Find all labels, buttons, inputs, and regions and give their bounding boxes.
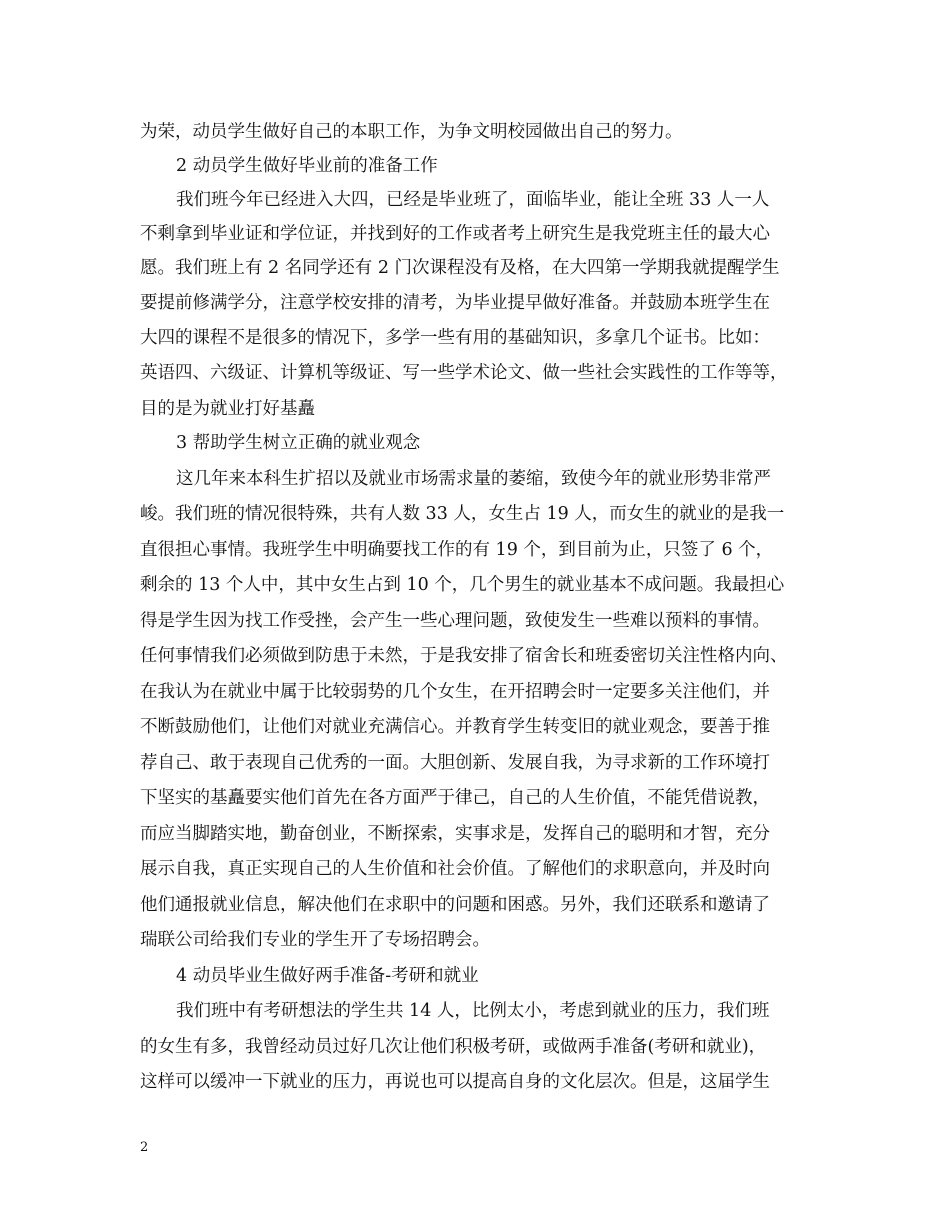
section-heading: 3 帮助学生树立正确的就业观念 [176, 433, 421, 453]
paragraph-line: 得是学生因为找工作受挫，会产生一些心理问题，致使发生一些难以预料的事情。 [140, 611, 770, 631]
paragraph-line: 任何事情我们必须做到防患于未然，于是我安排了宿舍长和班委密切关注性格内向、 [140, 646, 788, 666]
paragraph-line: 目的是为就业打好基矗 [140, 399, 315, 419]
paragraph-line: 在我认为在就业中属于比较弱势的几个女生，在开招聘会时一定要多关注他们，并 [140, 682, 770, 702]
paragraph-line: 下坚实的基矗要实他们首先在各方面严于律己，自己的人生价值，不能凭借说教， [140, 788, 770, 808]
paragraph-line: 的女生有多，我曾经动员过好几次让他们积极考研，或做两手准备(考研和就业)， [140, 1037, 767, 1057]
paragraph-line: 展示自我，真正实现自己的人生价值和社会价值。了解他们的求职意向，并及时向 [140, 859, 770, 879]
paragraph-line: 不剩拿到毕业证和学位证，并找到好的工作或者考上研究生是我党班主任的最大心 [140, 224, 770, 244]
paragraph-line: 直很担心事情。我班学生中明确要找工作的有 19 个，到目前为止，只签了 6 个， [140, 540, 774, 560]
paragraph-line: 峻。我们班的情况很特殊，共有人数 33 人，女生占 19 人，而女生的就业的是我一 [140, 504, 785, 524]
paragraph-line: 不断鼓励他们，让他们对就业充满信心。并教育学生转变旧的就业观念，要善于推 [140, 717, 770, 737]
paragraph-line: 我们班今年已经进入大四，已经是毕业班了，面临毕业，能让全班 33 人一人 [176, 190, 770, 210]
paragraph-line: 大四的课程不是很多的情况下，多学一些有用的基础知识，多拿几个证书。比如： [140, 328, 770, 348]
paragraph-line: 而应当脚踏实地，勤奋创业，不断探索，实事求是，发挥自己的聪明和才智，充分 [140, 824, 770, 844]
section-heading: 2 动员学生做好毕业前的准备工作 [176, 156, 438, 176]
paragraph-line: 荐自己、敢于表现自己优秀的一面。大胆创新、发展自我，为寻求新的工作环境打 [140, 753, 770, 773]
section-heading: 4 动员毕业生做好两手准备-考研和就业 [176, 966, 479, 986]
paragraph-line: 为荣，动员学生做好自己的本职工作，为争文明校园做出自己的努力。 [140, 122, 683, 142]
paragraph-line: 英语四、六级证、计算机等级证、写一些学术论文、做一些社会实践性的工作等等， [140, 363, 788, 383]
paragraph-line: 他们通报就业信息，解决他们在求职中的问题和困惑。另外，我们还联系和邀请了 [140, 895, 770, 915]
paragraph-line: 要提前修满学分，注意学校安排的清考，为毕业提早做好准备。并鼓励本班学生在 [140, 293, 770, 313]
paragraph-line: 我们班中有考研想法的学生共 14 人，比例太小，考虑到就业的压力，我们班 [176, 1001, 770, 1021]
paragraph-line: 这几年来本科生扩招以及就业市场需求量的萎缩，致使今年的就业形势非常严 [176, 469, 771, 489]
paragraph-line: 愿。我们班上有 2 名同学还有 2 门次课程没有及格，在大四第一学期我就提醒学生 [140, 258, 780, 278]
page-number: 2 [140, 1140, 149, 1155]
paragraph-line: 剩余的 13 个人中，其中女生占到 10 个，几个男生的就业基本不成问题。我最担心 [140, 575, 785, 595]
paragraph-line: 这样可以缓冲一下就业的压力，再说也可以提高自身的文化层次。但是，这届学生 [140, 1072, 770, 1092]
paragraph-line: 瑞联公司给我们专业的学生开了专场招聘会。 [140, 930, 490, 950]
